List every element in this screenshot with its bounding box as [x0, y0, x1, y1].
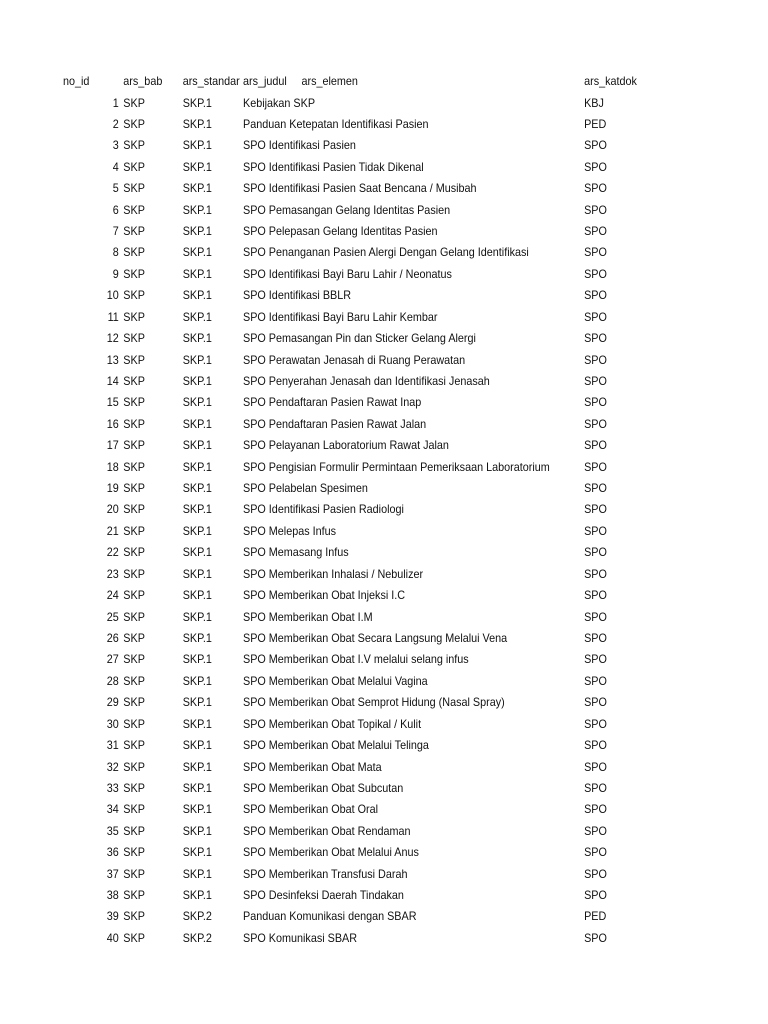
table-row	[0, 778, 691, 799]
cell-no-id: 25	[106, 609, 119, 624]
cell-ars-bab: SKP	[123, 523, 145, 538]
cell-no-id: 8	[112, 245, 119, 260]
cell-ars-standar: SKP.1	[182, 588, 212, 603]
cell-ars-bab: SKP	[123, 566, 145, 581]
cell-ars-bab: SKP	[123, 866, 145, 881]
cell-no-id: 14	[106, 373, 119, 388]
cell-ars-bab: SKP	[123, 888, 145, 903]
cell-ars-judul: SPO Pemasangan Pin dan Sticker Gelang Alergi	[243, 331, 476, 346]
cell-ars-katdok: SPO	[584, 759, 607, 774]
table-row	[0, 628, 691, 649]
cell-ars-bab: SKP	[123, 502, 145, 517]
cell-ars-bab: SKP	[123, 652, 145, 667]
cell-ars-bab: SKP	[123, 352, 145, 367]
cell-no-id: 5	[112, 181, 119, 196]
cell-ars-katdok: SPO	[584, 652, 607, 667]
cell-ars-katdok: SPO	[584, 609, 607, 624]
cell-ars-katdok: SPO	[584, 823, 607, 838]
cell-ars-judul: SPO Perawatan Jenasah di Ruang Perawatan	[243, 352, 466, 367]
cell-ars-judul: SPO Identifikasi Bayi Baru Lahir Kembar	[243, 309, 438, 324]
header-no-id: no_id	[63, 74, 90, 88]
cell-no-id: 4	[112, 159, 119, 174]
cell-no-id: 7	[112, 224, 119, 239]
cell-ars-judul: SPO Memberikan Obat I.M	[243, 609, 373, 624]
cell-ars-bab: SKP	[123, 395, 145, 410]
cell-ars-bab: SKP	[123, 909, 145, 924]
cell-no-id: 6	[112, 202, 119, 217]
cell-no-id: 9	[112, 266, 119, 281]
cell-ars-bab: SKP	[123, 695, 145, 710]
cell-no-id: 19	[106, 481, 119, 496]
cell-ars-bab: SKP	[123, 631, 145, 645]
cell-ars-standar: SKP.1	[182, 138, 212, 153]
cell-ars-standar: SKP.1	[182, 695, 212, 710]
cell-ars-bab: SKP	[123, 288, 145, 303]
table-row	[0, 350, 691, 371]
cell-no-id: 34	[106, 802, 119, 817]
cell-no-id: 13	[106, 352, 119, 367]
cell-ars-judul: SPO Memberikan Obat I.V melalui selang infus	[243, 652, 469, 667]
cell-ars-katdok: SPO	[584, 716, 607, 731]
cell-ars-katdok: SPO	[584, 673, 607, 688]
cell-ars-katdok: SPO	[584, 288, 607, 303]
cell-ars-bab: SKP	[123, 930, 145, 945]
cell-ars-bab: SKP	[123, 416, 145, 431]
cell-ars-bab: SKP	[123, 802, 145, 817]
table-row	[0, 928, 691, 949]
cell-ars-katdok: PED	[584, 116, 607, 131]
cell-ars-bab: SKP	[123, 95, 145, 110]
cell-no-id: 17	[106, 438, 119, 453]
table-row	[0, 714, 691, 735]
cell-ars-judul: SPO Penyerahan Jenasah dan Identifikasi Jenasah	[243, 373, 490, 388]
cell-ars-katdok: SPO	[584, 888, 607, 903]
table-row	[0, 178, 691, 199]
cell-no-id: 31	[106, 738, 119, 753]
table-row	[0, 885, 691, 906]
cell-ars-judul: SPO Memberikan Obat Melalui Telinga	[243, 738, 429, 753]
cell-no-id: 36	[106, 845, 119, 860]
table-row	[0, 242, 691, 263]
table-row	[0, 821, 691, 842]
table-row	[0, 499, 691, 520]
cell-ars-standar: SKP.1	[182, 523, 212, 538]
cell-ars-bab: SKP	[123, 481, 145, 496]
header-ars-elemen: ars_elemen	[301, 74, 358, 88]
cell-ars-katdok: SPO	[584, 309, 607, 324]
cell-ars-judul: SPO Memberikan Obat Injeksi I.C	[243, 588, 406, 603]
cell-ars-judul: SPO Pelayanan Laboratorium Rawat Jalan	[243, 438, 449, 453]
cell-ars-bab: SKP	[123, 245, 145, 260]
cell-ars-katdok: SPO	[584, 502, 607, 517]
table-row	[0, 542, 691, 563]
cell-ars-katdok: SPO	[584, 845, 607, 860]
cell-ars-judul: SPO Desinfeksi Daerah Tindakan	[243, 888, 404, 903]
cell-ars-katdok: SPO	[584, 395, 607, 410]
cell-ars-judul: Kebijakan SKP	[243, 95, 316, 110]
cell-ars-standar: SKP.1	[182, 159, 212, 174]
cell-ars-judul: SPO Identifikasi Pasien Tidak Dikenal	[243, 159, 424, 174]
cell-ars-standar: SKP.1	[182, 631, 212, 645]
cell-ars-judul: SPO Memberikan Obat Mata	[243, 759, 382, 774]
table-row	[0, 414, 691, 435]
cell-ars-katdok: SPO	[584, 202, 607, 217]
cell-ars-standar: SKP.1	[182, 181, 212, 196]
cell-ars-bab: SKP	[123, 780, 145, 795]
cell-ars-judul: SPO Pelabelan Spesimen	[243, 481, 368, 496]
cell-ars-judul: Panduan Komunikasi dengan SBAR	[243, 909, 417, 924]
cell-ars-katdok: SPO	[584, 224, 607, 239]
cell-ars-judul: SPO Pelepasan Gelang Identitas Pasien	[243, 224, 438, 239]
cell-ars-katdok: SPO	[584, 545, 607, 560]
cell-ars-katdok: SPO	[584, 802, 607, 817]
cell-ars-katdok: PED	[584, 909, 607, 924]
cell-ars-judul: SPO Memberikan Obat Semprot Hidung (Nasal Spray)	[243, 695, 505, 710]
cell-ars-judul: SPO Identifikasi Pasien Saat Bencana / Musibah	[243, 181, 477, 196]
cell-ars-standar: SKP.1	[182, 888, 212, 903]
table-row	[0, 200, 691, 221]
cell-ars-bab: SKP	[123, 545, 145, 560]
cell-ars-judul: SPO Pemasangan Gelang Identitas Pasien	[243, 202, 451, 217]
cell-ars-standar: SKP.1	[182, 481, 212, 496]
cell-no-id: 2	[112, 116, 119, 131]
cell-no-id: 15	[106, 395, 119, 410]
cell-ars-standar: SKP.1	[182, 566, 212, 581]
cell-ars-standar: SKP.1	[182, 502, 212, 517]
cell-ars-katdok: SPO	[584, 695, 607, 710]
cell-ars-standar: SKP.1	[182, 438, 212, 453]
cell-ars-standar: SKP.1	[182, 673, 212, 688]
cell-ars-standar: SKP.1	[182, 738, 212, 753]
cell-ars-bab: SKP	[123, 266, 145, 281]
cell-no-id: 16	[106, 416, 119, 431]
cell-ars-judul: SPO Identifikasi Pasien Radiologi	[243, 502, 404, 517]
cell-ars-judul: SPO Memberikan Obat Rendaman	[243, 823, 411, 838]
cell-no-id: 29	[106, 695, 119, 710]
table-row	[0, 757, 691, 778]
cell-no-id: 27	[106, 652, 119, 667]
cell-ars-katdok: KBJ	[584, 95, 604, 110]
table-row	[0, 328, 691, 349]
table-row	[0, 285, 691, 306]
header-ars-bab: ars_bab	[123, 74, 163, 88]
cell-ars-standar: SKP.1	[182, 416, 212, 431]
cell-no-id: 11	[107, 309, 119, 324]
cell-ars-judul: SPO Memberikan Obat Secara Langsung Melalui Vena	[243, 631, 508, 645]
cell-ars-judul: SPO Pengisian Formulir Permintaan Pemeriksaan Laboratorium	[243, 459, 550, 474]
cell-ars-judul: SPO Pendaftaran Pasien Rawat Inap	[243, 395, 422, 410]
cell-ars-standar: SKP.1	[182, 780, 212, 795]
cell-ars-katdok: SPO	[584, 159, 607, 174]
cell-no-id: 18	[106, 459, 119, 474]
cell-ars-standar: SKP.1	[182, 352, 212, 367]
table-row	[0, 435, 691, 456]
cell-ars-katdok: SPO	[584, 481, 607, 496]
table-row	[0, 585, 691, 606]
cell-ars-standar: SKP.2	[182, 909, 212, 924]
table-row	[0, 307, 691, 328]
table-row	[0, 521, 691, 542]
cell-ars-judul: SPO Memberikan Obat Melalui Anus	[243, 845, 419, 860]
cell-ars-standar: SKP.1	[182, 309, 212, 324]
cell-no-id: 26	[106, 631, 119, 645]
cell-ars-standar: SKP.1	[182, 224, 212, 239]
cell-no-id: 24	[106, 588, 119, 603]
cell-ars-standar: SKP.1	[182, 823, 212, 838]
cell-ars-standar: SKP.1	[182, 845, 212, 860]
cell-ars-standar: SKP.1	[182, 459, 212, 474]
cell-no-id: 12	[106, 331, 119, 346]
cell-ars-standar: SKP.1	[182, 245, 212, 260]
cell-ars-katdok: SPO	[584, 780, 607, 795]
cell-ars-standar: SKP.2	[182, 930, 212, 945]
table-row	[0, 799, 691, 820]
cell-ars-standar: SKP.1	[182, 802, 212, 817]
cell-ars-bab: SKP	[123, 438, 145, 453]
cell-ars-standar: SKP.1	[182, 395, 212, 410]
cell-ars-judul: SPO Identifikasi Bayi Baru Lahir / Neonatus	[243, 266, 452, 281]
cell-ars-bab: SKP	[123, 331, 145, 346]
cell-ars-standar: SKP.1	[182, 609, 212, 624]
table-row	[0, 906, 691, 927]
cell-ars-bab: SKP	[123, 181, 145, 196]
cell-no-id: 21	[106, 523, 119, 538]
cell-no-id: 37	[106, 866, 119, 881]
table-row	[0, 371, 691, 392]
cell-no-id: 22	[106, 545, 119, 560]
cell-ars-judul: SPO Pendaftaran Pasien Rawat Jalan	[243, 416, 427, 431]
cell-ars-katdok: SPO	[584, 631, 607, 645]
table-row	[0, 607, 691, 628]
cell-no-id: 32	[106, 759, 119, 774]
cell-ars-judul: SPO Memberikan Obat Oral	[243, 802, 379, 817]
cell-ars-katdok: SPO	[584, 266, 607, 281]
cell-ars-standar: SKP.1	[182, 95, 212, 110]
header-ars-judul: ars_judul	[243, 74, 287, 88]
cell-ars-katdok: SPO	[584, 245, 607, 260]
cell-ars-bab: SKP	[123, 716, 145, 731]
cell-ars-judul: SPO Memberikan Transfusi Darah	[243, 866, 408, 881]
cell-ars-standar: SKP.1	[182, 716, 212, 731]
cell-no-id: 30	[106, 716, 119, 731]
cell-ars-katdok: SPO	[584, 566, 607, 581]
cell-ars-judul: SPO Identifikasi Pasien	[243, 138, 356, 153]
cell-ars-standar: SKP.1	[182, 288, 212, 303]
cell-ars-judul: SPO Memberikan Obat Topikal / Kulit	[243, 716, 422, 731]
cell-ars-judul: SPO Memberikan Obat Melalui Vagina	[243, 673, 428, 688]
cell-ars-bab: SKP	[123, 588, 145, 603]
table-row	[0, 735, 691, 756]
cell-ars-judul: SPO Komunikasi SBAR	[243, 930, 358, 945]
table-row	[0, 478, 691, 499]
cell-ars-bab: SKP	[123, 845, 145, 860]
cell-ars-bab: SKP	[123, 823, 145, 838]
cell-ars-bab: SKP	[123, 202, 145, 217]
table-row	[0, 264, 691, 285]
cell-ars-judul: SPO Memberikan Obat Subcutan	[243, 780, 404, 795]
cell-no-id: 23	[106, 566, 119, 581]
header-row	[0, 71, 691, 92]
header-ars-standar: ars_standar	[182, 74, 240, 88]
cell-ars-bab: SKP	[123, 159, 145, 174]
cell-ars-katdok: SPO	[584, 930, 607, 945]
cell-ars-katdok: SPO	[584, 738, 607, 753]
table-row	[0, 93, 691, 114]
cell-ars-katdok: SPO	[584, 459, 607, 474]
cell-ars-katdok: SPO	[584, 523, 607, 538]
table-row	[0, 221, 691, 242]
cell-ars-katdok: SPO	[584, 373, 607, 388]
table-row	[0, 157, 691, 178]
cell-ars-judul: SPO Memberikan Inhalasi / Nebulizer	[243, 566, 424, 581]
cell-no-id: 39	[106, 909, 119, 924]
table-row	[0, 564, 691, 585]
cell-ars-standar: SKP.1	[182, 202, 212, 217]
cell-ars-bab: SKP	[123, 373, 145, 388]
cell-no-id: 10	[106, 288, 119, 303]
cell-ars-katdok: SPO	[584, 352, 607, 367]
cell-ars-bab: SKP	[123, 309, 145, 324]
table-row	[0, 842, 691, 863]
table-row	[0, 864, 691, 885]
cell-ars-katdok: SPO	[584, 181, 607, 196]
cell-no-id: 40	[106, 930, 119, 945]
cell-ars-bab: SKP	[123, 116, 145, 131]
cell-ars-standar: SKP.1	[182, 116, 212, 131]
cell-ars-bab: SKP	[123, 138, 145, 153]
header-ars-katdok: ars_katdok	[584, 74, 637, 88]
table-row	[0, 135, 691, 156]
cell-no-id: 1	[112, 95, 119, 110]
cell-ars-standar: SKP.1	[182, 331, 212, 346]
cell-no-id: 38	[106, 888, 119, 903]
cell-ars-bab: SKP	[123, 738, 145, 753]
cell-ars-bab: SKP	[123, 673, 145, 688]
cell-ars-judul: SPO Identifikasi BBLR	[243, 288, 352, 303]
cell-ars-standar: SKP.1	[182, 545, 212, 560]
cell-ars-judul: SPO Memasang Infus	[243, 545, 349, 560]
cell-ars-standar: SKP.1	[182, 759, 212, 774]
cell-ars-standar: SKP.1	[182, 266, 212, 281]
cell-ars-katdok: SPO	[584, 138, 607, 153]
cell-ars-katdok: SPO	[584, 416, 607, 431]
cell-ars-bab: SKP	[123, 759, 145, 774]
table-row	[0, 671, 691, 692]
cell-ars-bab: SKP	[123, 609, 145, 624]
cell-no-id: 33	[106, 780, 119, 795]
cell-ars-katdok: SPO	[584, 331, 607, 346]
cell-ars-standar: SKP.1	[182, 652, 212, 667]
cell-no-id: 35	[106, 823, 119, 838]
table-row	[0, 692, 691, 713]
cell-ars-bab: SKP	[123, 459, 145, 474]
cell-ars-judul: Panduan Ketepatan Identifikasi Pasien	[243, 116, 429, 131]
cell-ars-judul: SPO Penanganan Pasien Alergi Dengan Gelang Identifikasi	[243, 245, 529, 260]
table-row	[0, 392, 691, 413]
cell-ars-bab: SKP	[123, 224, 145, 239]
table-row	[0, 649, 691, 670]
table-row	[0, 114, 691, 135]
cell-ars-katdok: SPO	[584, 438, 607, 453]
cell-ars-standar: SKP.1	[182, 373, 212, 388]
cell-ars-katdok: SPO	[584, 866, 607, 881]
cell-ars-katdok: SPO	[584, 588, 607, 603]
cell-no-id: 3	[112, 138, 119, 153]
cell-ars-standar: SKP.1	[182, 866, 212, 881]
cell-no-id: 20	[106, 502, 119, 517]
table-row	[0, 457, 691, 478]
cell-ars-judul: SPO Melepas Infus	[243, 523, 337, 538]
cell-no-id: 28	[106, 673, 119, 688]
